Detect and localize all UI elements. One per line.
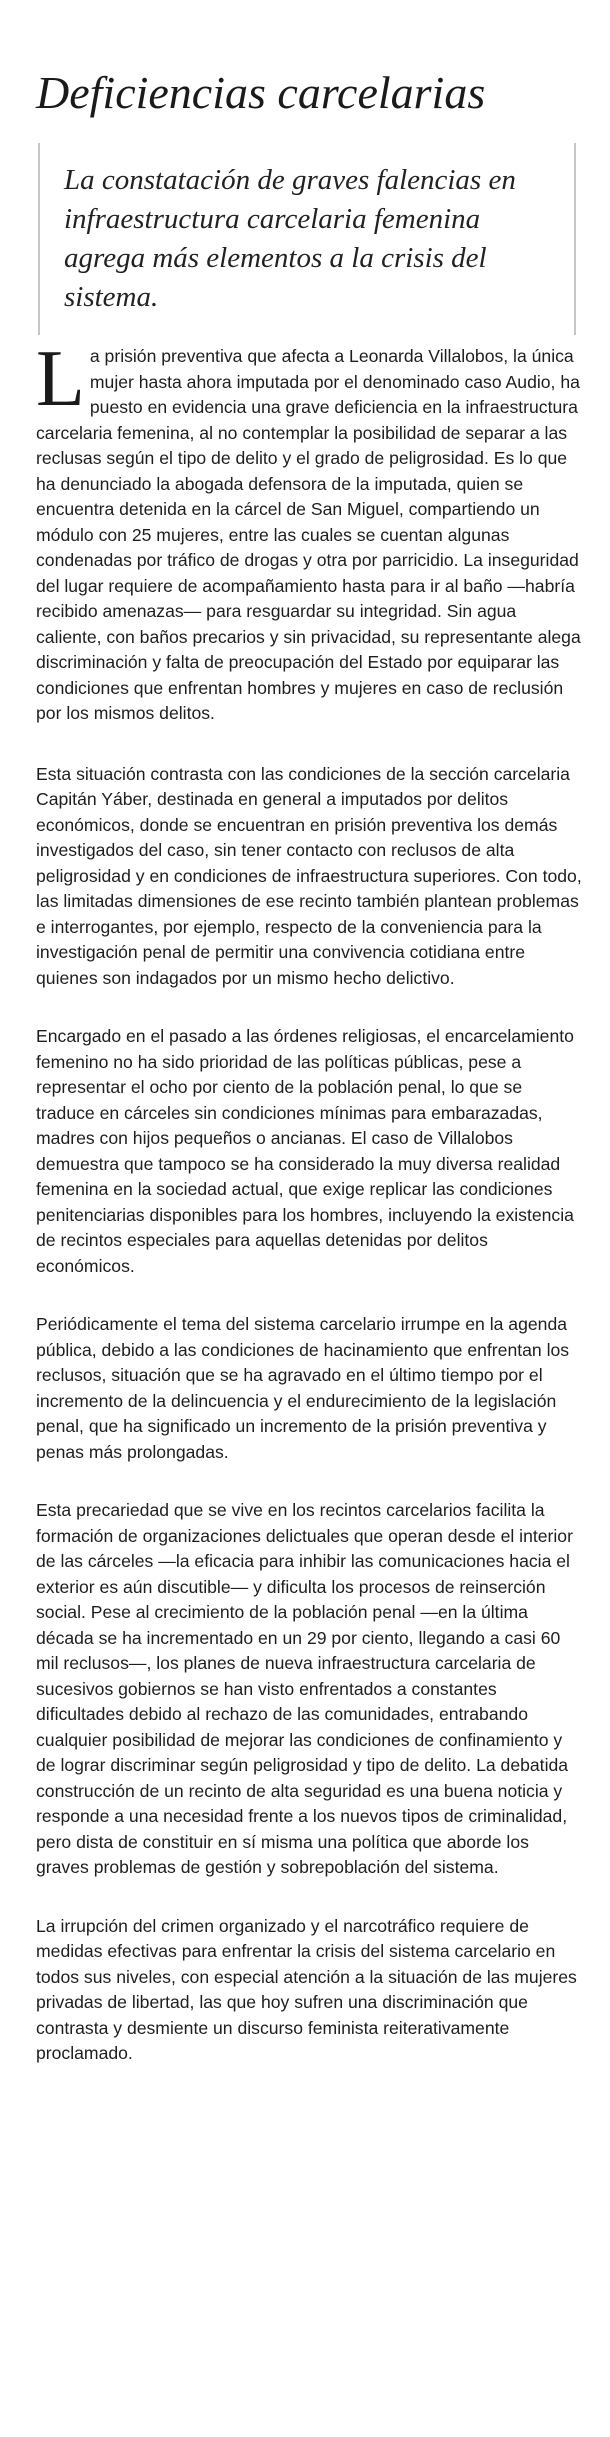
article-paragraph: Esta situación contrasta con las condiciones de la sección carcelaria Capitán Yáber, destinada en general a imputados por delitos económicos, donde se encuentran en prisión preventiva los demás investigados del caso, sin tener contacto con reclusos de alta peligrosidad y en condiciones de infraestructura superiores. Con todo, las limitadas dimensiones de ese recinto también plantean problemas e interrogantes, por ejemplo, respecto de la conveniencia para la investigación penal de permitir una convivencia cotidiana entre quienes son indagados por un mismo hecho delictivo. <box>36 763 582 988</box>
lead-quote-box <box>38 143 576 335</box>
lead-quote: La constatación de graves falencias en infraestructura carcelaria femenina agrega más elementos a la crisis del sistema. <box>64 164 516 313</box>
article-body <box>36 335 584 2100</box>
article-paragraph: Encargado en el pasado a las órdenes religiosas, el encarcelamiento femenino no ha sido prioridad de las políticas públicas, pese a representar el ocho por ciento de la población penal, lo que se traduce en cárceles sin condiciones mínimas para embarazadas, madres con hijos pequeños o ancianas. El caso de Villalobos demuestra que tampoco se ha considerado la muy diversa realidad femenina en la sociedad actual, que exige replicar las condiciones penitenciarias disponibles para los hombres, incluyendo la existencia de recintos especiales para aquellas detenidas por delitos económicos. <box>36 1026 574 1276</box>
paragraph-text: a prisión preventiva que afecta a Leonarda Villalobos, la única mujer hasta ahora imputada por el denominado caso Audio, ha puesto en evidencia una grave deficiencia en la infraestructura carcelaria femenina, al no contemplar la posibilidad de separar a las reclusas según el tipo de delito y el grado de peligrosidad. Es lo que ha denunciado la abogada defensora de la imputada, quien se encuentra detenida en la cárcel de San Miguel, compartiendo un módulo con 25 mujeres, entre las cuales se cuentan algunas condenadas por tráfico de drogas y otra por parricidio. La inseguridad del lugar requiere de acompañamiento hasta para ir al baño —habría recibido amenazas— para resguardar su integridad. Sin agua caliente, con baños precarios y sin privacidad, su representante alega discriminación y falta de preocupación del Estado por equiparar las condiciones que enfrentan hombres y mujeres en caso de reclusión por los mismos delitos. <box>36 346 581 723</box>
article-paragraph: La irrupción del crimen organizado y el narcotráfico requiere de medidas efectivas para enfrentar la crisis del sistema carcelario en todos sus niveles, con especial atención a la situación de las mujeres privadas de libertad, las que hoy sufren una discriminación que contrasta y desmiente un discurso feminista reiterativamente proclamado. <box>36 1915 577 2063</box>
article-title: Deficiencias carcelarias <box>36 67 486 118</box>
article-paragraph: Esta precariedad que se vive en los recintos carcelarios facilita la formación de organizaciones delictuales que operan desde el interior de las cárceles —la eficacia para inhibir las comunicaciones hacia el exterior es aún discutible— y dificulta los procesos de reinserción social. Pese al crecimiento de la población penal —en la última década se ha incrementado en un 29 por ciento, llegando a casi 60 mil reclusos—, los planes de nueva infraestructura carcelaria de sucesivos gobiernos se han visto enfrentados a constantes dificultades debido al rechazo de las comunidades, entrabando cualquier posibilidad de mejorar las condiciones de confinamiento y de lograr discriminar según peligrosidad y tipo de delito. La debatida construcción de un recinto de alta seguridad es una buena noticia y responde a una necesidad frente a los nuevos tipos de criminalidad, pero dista de constituir en sí misma una política que aborde los graves problemas de gestión y sobrepoblación del sistema. <box>36 1500 573 1877</box>
article-paragraph <box>36 335 584 727</box>
drop-cap: L <box>36 335 85 423</box>
article-paragraph: Periódicamente el tema del sistema carcelario irrumpe en la agenda pública, debido a las condiciones de hacinamiento que enfrentan los reclusos, situación que se ha agravado en el último tiempo por el incremento de la delincuencia y el endurecimiento de la legislación penal, que ha significado un incremento de la prisión preventiva y penas más prolongadas. <box>36 1314 570 1462</box>
